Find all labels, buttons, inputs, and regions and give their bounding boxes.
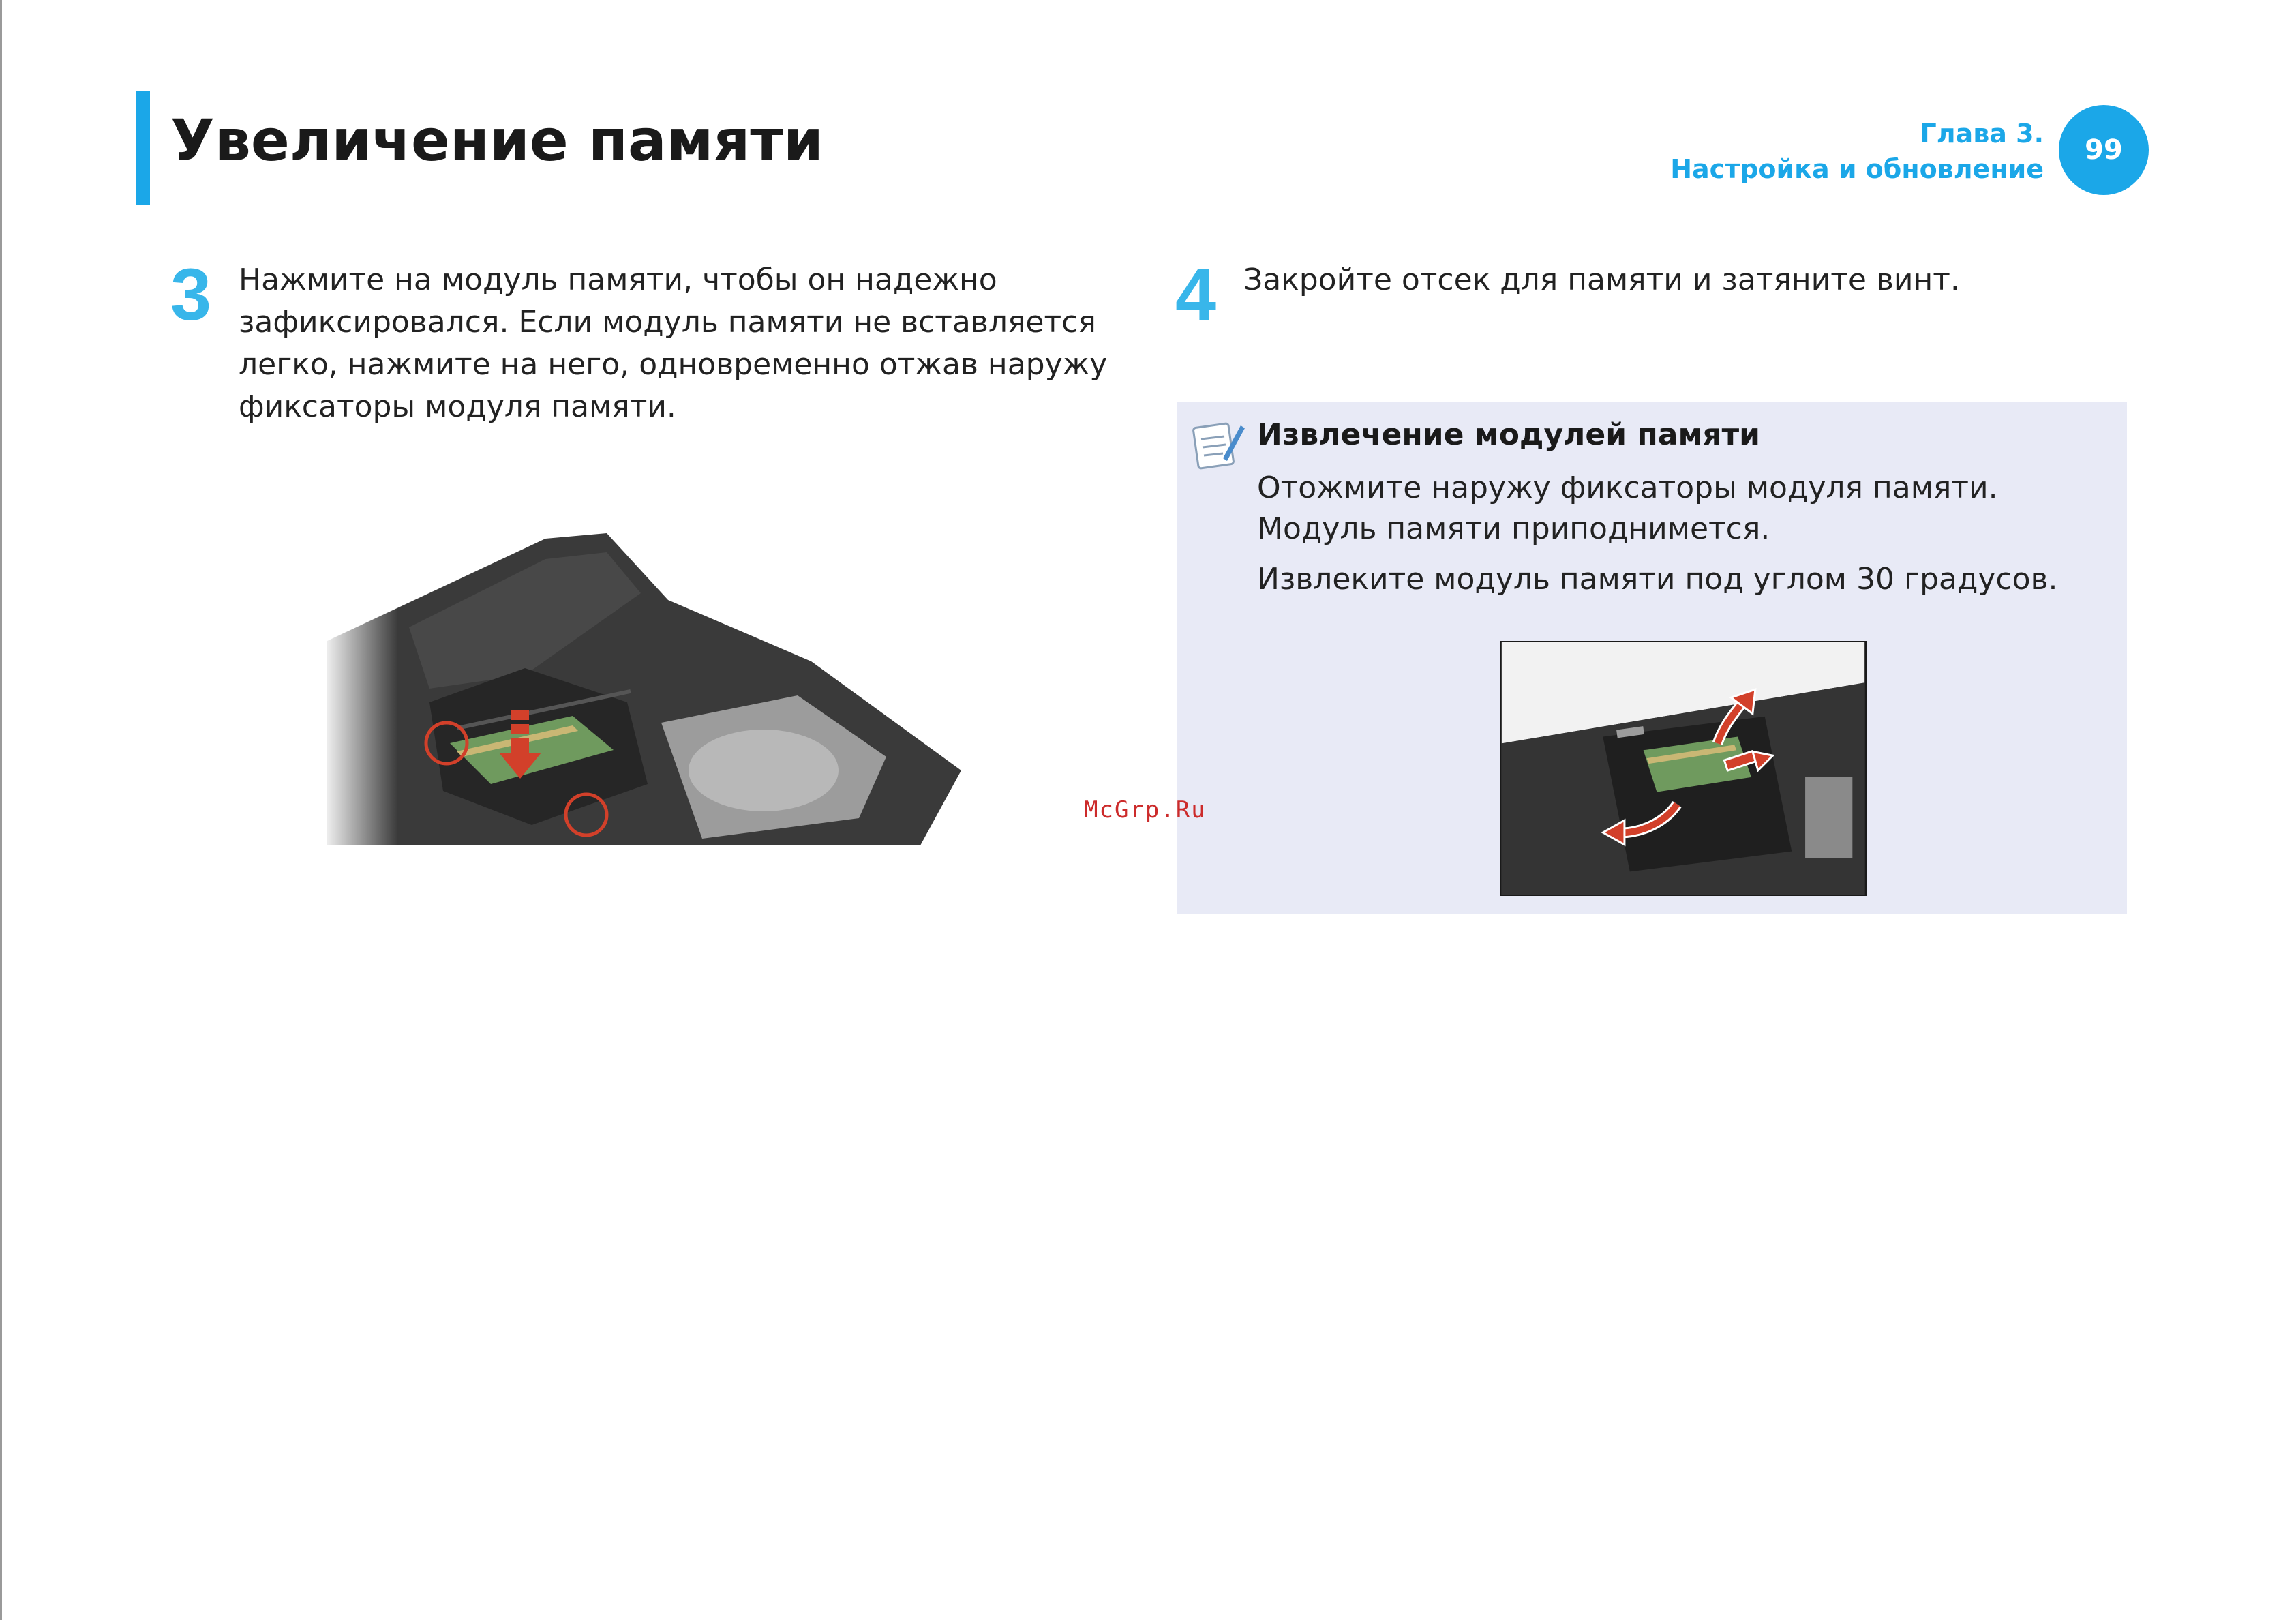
step-3-text bbox=[239, 259, 1107, 428]
step-3-line: зафиксировался. Если модуль памяти не вставляется bbox=[239, 305, 1096, 340]
page-number-badge: 99 bbox=[2059, 105, 2149, 195]
title-accent-bar bbox=[136, 91, 150, 205]
image-fade bbox=[320, 498, 968, 845]
step-4-number: 4 bbox=[1175, 253, 1217, 335]
page-title: Увеличение памяти bbox=[170, 107, 824, 174]
note-icon bbox=[1189, 416, 1246, 473]
step-3-line: фиксаторы модуля памяти. bbox=[239, 389, 676, 424]
step-4-text: Закройте отсек для памяти и затяните винт. bbox=[1243, 262, 1960, 297]
note-title: Извлечение модулей памяти bbox=[1257, 417, 1761, 452]
step-3-line: Нажмите на модуль памяти, чтобы он надежно bbox=[239, 262, 997, 297]
chapter-title: Настройка и обновление bbox=[1670, 154, 2044, 184]
page-border bbox=[0, 0, 2, 1620]
note-box bbox=[1177, 402, 2127, 914]
note-line: Извлеките модуль памяти под углом 30 градусов. bbox=[1257, 562, 2058, 597]
note-line: Отожмите наружу фиксаторы модуля памяти. bbox=[1257, 470, 1998, 505]
memory-insert-illustration bbox=[320, 498, 968, 845]
hdd-edge bbox=[1805, 777, 1852, 858]
note-line: Модуль памяти приподнимется. bbox=[1257, 511, 1770, 546]
watermark: McGrp.Ru bbox=[1084, 796, 1207, 824]
step-3-line: легко, нажмите на него, одновременно отжав наружу bbox=[239, 347, 1108, 382]
chapter-number: Глава 3. bbox=[1920, 119, 2044, 149]
memory-bay bbox=[1603, 717, 1792, 872]
step-3-number: 3 bbox=[170, 253, 212, 335]
memory-remove-illustration bbox=[1500, 641, 1867, 896]
chapter-heading bbox=[1670, 116, 2044, 187]
